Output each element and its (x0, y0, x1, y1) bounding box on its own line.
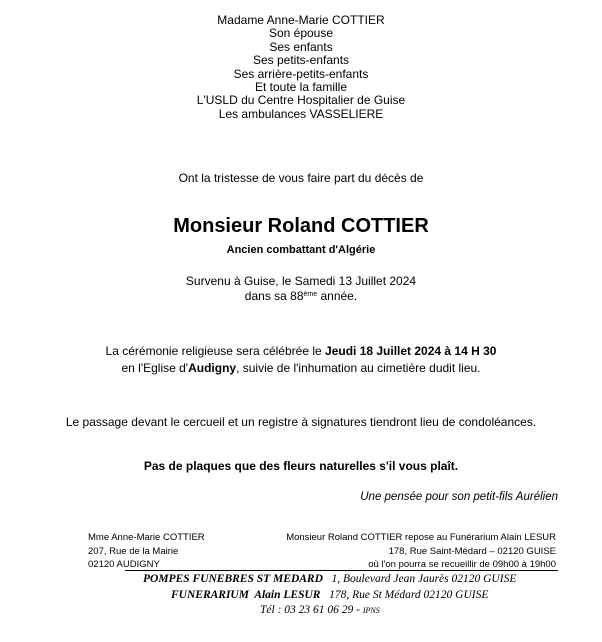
family-line: Son épouse (268, 26, 334, 41)
address-line: 02120 AUDIGNY (88, 559, 160, 570)
deceased-name: Monsieur Roland COTTIER (173, 215, 429, 237)
family-list (0, 14, 602, 121)
address-line: 207, Rue de la Mairie (88, 545, 179, 557)
age-suffix: année. (317, 289, 358, 303)
family-line: Ses petits-enfants (252, 53, 350, 68)
ipns-mark: IPNS (362, 606, 380, 615)
age-superscript: ème (303, 291, 318, 298)
burial-text: , suivie de l'inhumation au cimetière dudit lieu. (236, 361, 481, 375)
family-line: Ses enfants (269, 39, 333, 54)
flowers-note: Pas de plaques que des fleurs naturelles s'il vous plaît. (143, 459, 459, 473)
ceremony-line-1 (0, 343, 602, 360)
deceased-subtitle: Ancien combattant d'Algérie (226, 244, 376, 256)
family-address (88, 531, 205, 572)
passage-note: Le passage devant le cercueil et un registre à signatures tiendront lieu de condoléances. (65, 415, 537, 429)
funerarium-info (286, 531, 556, 572)
funerarium-line: 178, Rue Saint-Médard – 02120 GUISE (388, 545, 556, 557)
funeral-company: POMPES FUNEBRES ST MEDARD (143, 573, 323, 585)
ceremony-datetime: Jeudi 18 Juillet 2024 à 14 H 30 (325, 344, 497, 358)
phone-number: Tél : 03 23 61 06 29 - (260, 604, 363, 616)
footer-line-3 (260, 604, 380, 616)
age-line (0, 289, 602, 304)
death-line: Survenu à Guise, le Samedi 13 Juillet 2024 (185, 274, 417, 288)
funerarium-name: FUNERARIUM Alain LESUR (171, 589, 321, 601)
funeral-company-address: 1, Boulevard Jean Jaurès 02120 GUISE (322, 573, 517, 585)
family-line: Ses arrière-petits-enfants (233, 66, 369, 81)
intro-text: Ont la tristesse de vous faire part du décès de (178, 171, 424, 185)
thought-note: Une pensée pour son petit-fils Aurélien (360, 491, 558, 503)
church-place: Audigny (188, 361, 237, 375)
funerarium-address: 178, Rue St Médard 02120 GUISE (320, 589, 489, 601)
family-line: L'USLD du Centre Hospitalier de Guise (196, 93, 406, 108)
address-line: Mme Anne-Marie COTTIER (88, 532, 205, 543)
church-text: en l'Eglise d' (121, 361, 189, 375)
age-prefix: dans sa 88 (244, 289, 304, 303)
family-line: Et toute la famille (254, 80, 348, 95)
funerarium-line: où l'on pourra se recueillir de 09h00 à 19h00 (368, 559, 556, 570)
death-info (0, 274, 602, 304)
family-line: Madame Anne-Marie COTTIER (217, 13, 385, 27)
ceremony-line-2 (0, 360, 602, 377)
footer-line-1 (143, 573, 516, 585)
family-line: Les ambulances VASSELIERE (218, 106, 384, 121)
funerarium-line: Monsieur Roland COTTIER repose au Funérarium Alain LESUR (286, 532, 556, 543)
footer-line-2 (171, 589, 488, 601)
ceremony-text: La cérémonie religieuse sera célébrée le (105, 344, 326, 358)
footer-divider (125, 570, 558, 571)
ceremony-info (0, 343, 602, 377)
